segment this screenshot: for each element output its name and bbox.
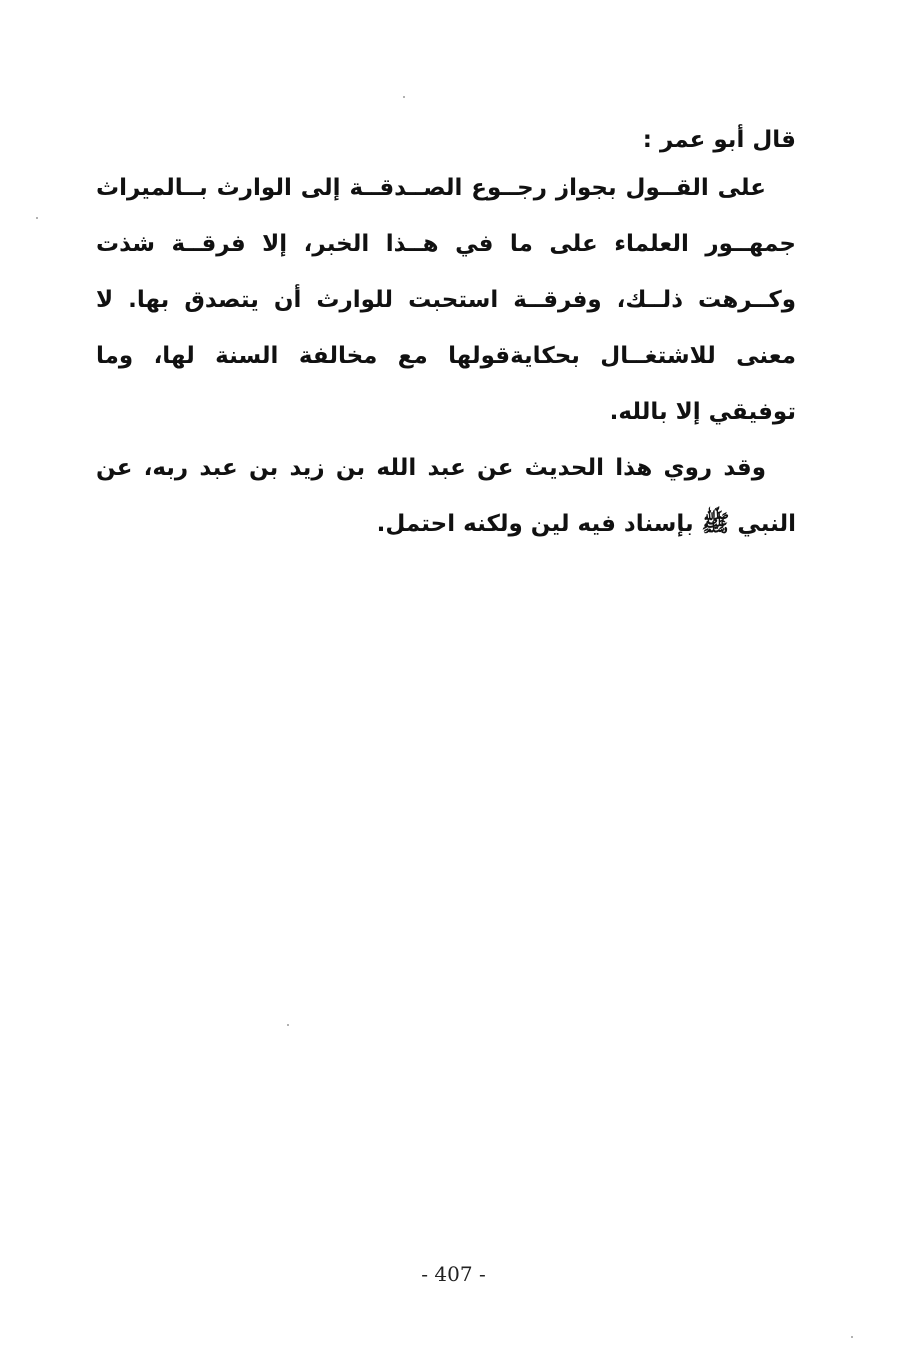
paragraph-1: على القــول بجواز رجــوع الصــدقــة إلى الوارث بــالميراث جمهــور العلماء على ما في هــذا الخبر، إلا فرقــة شذت وكــرهت ذلــك، وفرقــة استحبت للوارث أن يتصدق بها. لا معنى للاشتغــال بحكايةقولها مع مخالفة السنة لها، وما توفيقي إلا بالله.	[96, 175, 796, 425]
paragraph-2: وقد روي هذا الحديث عن عبد الله بن زيد بن عبد ربه، عن النبي ﷺ بإسناد فيه لين ولكنه احتمل.	[96, 455, 796, 537]
scan-speck	[36, 217, 38, 219]
page-number: - 407 -	[421, 1262, 486, 1286]
scan-speck	[287, 1024, 289, 1026]
section-heading: قال أبو عمر :	[642, 127, 796, 153]
page-body	[96, 120, 796, 552]
scan-speck	[851, 1336, 853, 1338]
scan-speck	[403, 96, 405, 98]
